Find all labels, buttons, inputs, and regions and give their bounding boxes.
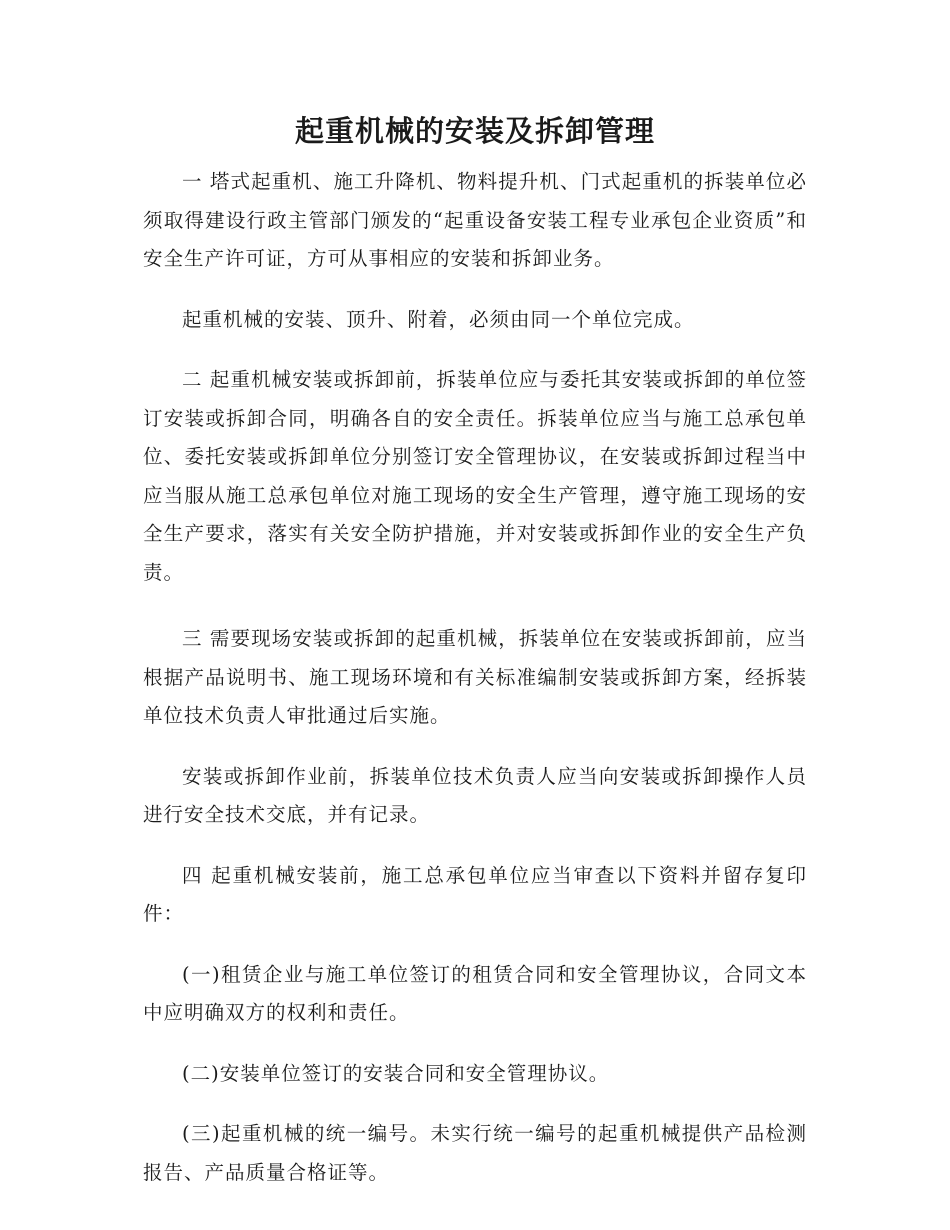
paragraph-section-1: 一 塔式起重机、施工升降机、物料提升机、门式起重机的拆装单位必须取得建设行政主管部门颁发的“起重设备安装工程专业承包企业资质”和安全生产许可证，方可从事相应的安装和拆卸业务。: [143, 170, 807, 270]
paragraph-item-3: (三)起重机械的统一编号。未实行统一编号的起重机械提供产品检测报告、产品质量合格证等。: [143, 1122, 807, 1184]
paragraph-section-1-note: 起重机械的安装、顶升、附着，必须由同一个单位完成。: [182, 307, 695, 331]
paragraph-section-3-note: 安装或拆卸作业前，拆装单位技术负责人应当向安装或拆卸操作人员进行安全技术交底，并有记录。: [143, 764, 807, 826]
paragraph-section-3: 三 需要现场安装或拆卸的起重机械，拆装单位在安装或拆卸前，应当根据产品说明书、施工现场环境和有关标准编制安装或拆卸方案，经拆装单位技术负责人审批通过后实施。: [143, 627, 807, 727]
paragraph-section-2: 二 起重机械安装或拆卸前，拆装单位应与委托其安装或拆卸的单位签订安装或拆卸合同，明确各自的安全责任。拆装单位应当与施工总承包单位、委托安装或拆卸单位分别签订安全管理协议，在安装或拆卸过程当中应当服从施工总承包单位对施工现场的安全生产管理，遵守施工现场的安全生产要求，落实有关安全防护措施，并对安装或拆卸作业的安全生产负责。: [143, 368, 807, 584]
paragraph-item-1: (一)租赁企业与施工单位签订的租赁合同和安全管理协议，合同文本中应明确双方的权利和责任。: [143, 962, 807, 1024]
document-body: [143, 163, 807, 1214]
paragraph-section-4: 四 起重机械安装前，施工总承包单位应当审查以下资料并留存复印件：: [143, 863, 807, 925]
document-title: 起重机械的安装及拆卸管理: [294, 114, 655, 148]
paragraph-item-2: (二)安装单位签订的安装合同和安全管理协议。: [182, 1061, 610, 1085]
